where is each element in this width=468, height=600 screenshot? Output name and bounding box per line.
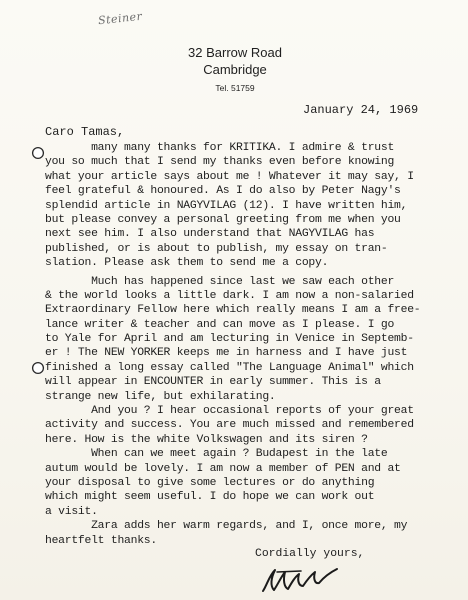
text-line: here. How is the white Volkswagen and its siren ?: [45, 433, 368, 446]
text-line: er ! The NEW YORKER keeps me in harness and I have just: [45, 347, 408, 360]
closing: Cordially yours,: [255, 548, 365, 560]
punch-hole-icon: [31, 146, 45, 160]
salutation: Caro Tamas,: [45, 125, 125, 139]
paragraph-5: [45, 519, 465, 548]
text-line: And you ? I hear occasional reports of your great: [45, 405, 414, 418]
text-line: next see him. I also understand that NAGYVILAG has: [45, 228, 375, 241]
letter-body: [45, 141, 465, 548]
text-line: heartfelt thanks.: [45, 534, 157, 547]
text-line: what your article says about me ! Whatever it may say, I: [45, 170, 414, 183]
text-line: published, or is about to publish, my essay on tran-: [45, 242, 388, 255]
punch-hole-icon: [31, 361, 45, 375]
text-line: When can we meet again ? Budapest in the late: [45, 448, 388, 461]
text-line: autum would be lovely. I am now a member of PEN and at: [45, 462, 401, 475]
text-line: but please convey a personal greeting from me when you: [45, 213, 401, 226]
text-line: a visit.: [45, 505, 98, 518]
telephone-number: Tel. 51759: [215, 83, 255, 93]
text-line: slation. Please ask them to send me a copy.: [45, 257, 329, 270]
text-line: feel grateful & honoured. As I do also by Peter Nagy's: [45, 185, 401, 198]
text-line: & the world looks a little dark. I am now a non-salaried: [45, 289, 414, 302]
address-street: 32 Barrow Road: [188, 45, 282, 60]
paragraph-3: [45, 404, 465, 447]
text-line: finished a long essay called "The Language Animal" which: [45, 361, 414, 374]
paragraph-4: [45, 447, 465, 519]
text-line: your disposal to give some lectures or do anything: [45, 476, 375, 489]
text-line: Zara adds her warm regards, and I, once more, my: [45, 520, 408, 533]
text-line: Extraordinary Fellow here which really means I am a free-: [45, 304, 421, 317]
text-line: lance writer & teacher and can move as I please. I go: [45, 318, 395, 331]
pencil-annotation: Steiner: [97, 9, 143, 28]
text-line: will appear in ENCOUNTER in early summer. This is a: [45, 376, 381, 389]
handwritten-signature: [255, 560, 345, 596]
text-line: activity and success. You are much missed and remembered: [45, 419, 414, 432]
text-line: you so much that I send my thanks even before knowing: [45, 156, 395, 169]
text-line: many many thanks for KRITIKA. I admire & trust: [45, 142, 395, 154]
text-line: splendid article in NAGYVILAG (12). I have written him,: [45, 199, 408, 212]
text-line: strange new life, but exhilarating.: [45, 390, 276, 403]
letter-date: January 24, 1969: [303, 103, 419, 117]
text-line: which might seem useful. I do hope we can work out: [45, 491, 375, 504]
text-line: to Yale for April and am lecturing in Venice in Septemb-: [45, 333, 414, 346]
address-city: Cambridge: [203, 62, 267, 77]
paragraph-2: [45, 275, 465, 405]
letterhead: [155, 44, 315, 93]
text-line: Much has happened since last we saw each other: [45, 275, 395, 288]
paragraph-1: [45, 141, 465, 271]
